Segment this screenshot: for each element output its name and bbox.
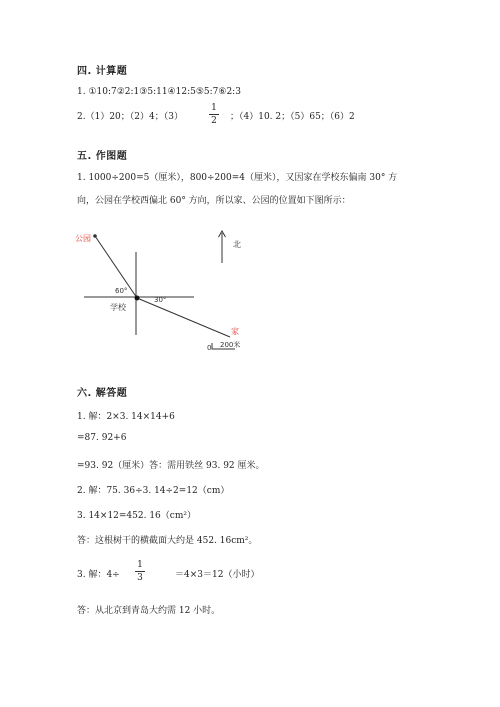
section-5-line-2: 向，公园在学校西偏北 60° 方向，所以家、公园的位置如下图所示：	[77, 196, 351, 206]
scale-label: 200米	[220, 341, 241, 349]
section-6-line-4: 2. 解：75. 36÷3. 14÷2=12（cm）	[77, 486, 230, 496]
angle-30-label: 30°	[154, 296, 167, 304]
section-6-line-5: 3. 14×12=452. 16（cm²）	[77, 511, 196, 521]
school-label: 学校	[110, 303, 126, 312]
angle-60-label: 60°	[115, 287, 128, 295]
section-6-line-2: =87. 92+6	[77, 433, 127, 443]
section-4-answer-1: 1. ①10:7②2:1③5:11④12:5⑤5:7⑥2:3	[77, 87, 241, 97]
fraction-numerator: 1	[211, 103, 217, 113]
home-label: 家	[231, 327, 239, 336]
section-6-fraction	[135, 560, 145, 583]
position-diagram	[70, 225, 260, 360]
fraction-denominator: 3	[137, 573, 143, 583]
section-6-line-8: 答：从北京到青岛大约需 12 小时。	[77, 606, 221, 616]
section-4-title: 四. 计算题	[77, 66, 128, 77]
section-6-line-6: 答：这根树干的横截面大约是 452. 16cm²。	[77, 536, 258, 546]
section-6-line-7-part-a: 3. 解：4÷	[77, 570, 120, 580]
fraction-numerator: 1	[137, 560, 143, 570]
fraction-bar	[209, 114, 219, 115]
section-6-line-3: =93. 92（厘米）答：需用铁丝 93. 92 厘米。	[77, 461, 265, 471]
section-4-fraction	[209, 103, 219, 126]
section-5-line-1: 1. 1000÷200=5（厘米），800÷200=4（厘米），又因家在学校东偏南 30° 方	[77, 173, 398, 183]
park-label: 公园	[75, 234, 91, 243]
section-5-title: 五. 作图题	[77, 151, 128, 162]
scale-zero-label: 0	[207, 344, 212, 352]
section-4-answer-2-part-a: 2.（1）20；（2）4；（3）	[77, 112, 183, 122]
fraction-bar	[135, 571, 145, 572]
section-6-line-1: 1. 解：2×3. 14×14+6	[77, 412, 175, 422]
section-6-line-7-part-b: ＝4×3＝12（小时）	[175, 570, 260, 580]
section-6-title: 六. 解答题	[77, 388, 128, 399]
north-label: 北	[233, 240, 241, 249]
section-4-answer-2-part-b: ；（4）10. 2；（5）65；（6）2	[230, 112, 355, 122]
fraction-denominator: 2	[211, 116, 217, 126]
home-line	[137, 298, 230, 337]
school-point	[135, 296, 140, 301]
park-point	[93, 234, 97, 238]
